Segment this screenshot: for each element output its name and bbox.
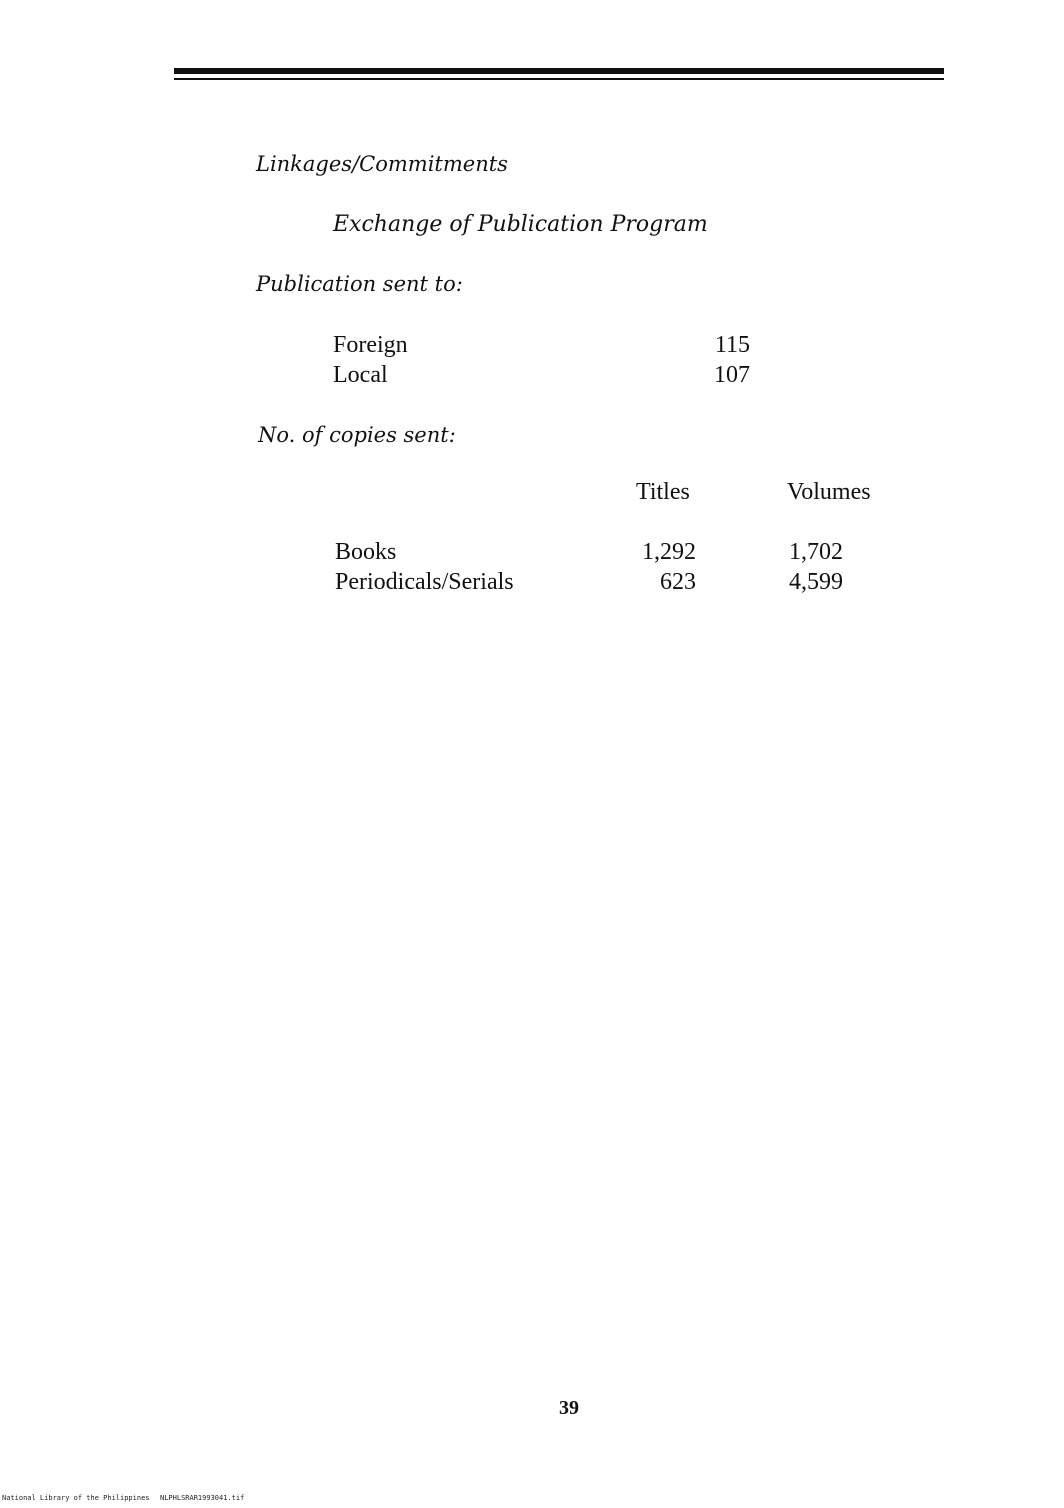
page-number: 39 [559, 1397, 579, 1419]
header-rule-thin [174, 78, 944, 80]
footer-file: NLPHLSRAR1993041.tif [160, 1494, 245, 1502]
books-titles: 1,292 [642, 539, 696, 565]
program-title: Exchange of Publication Program [333, 212, 708, 237]
local-value: 107 [714, 362, 750, 388]
foreign-label: Foreign [333, 332, 408, 358]
books-volumes: 1,702 [789, 539, 843, 565]
volumes-header: Volumes [787, 479, 871, 505]
local-label: Local [333, 362, 388, 388]
header-rule-thick [174, 68, 944, 74]
copies-sent-label: No. of copies sent: [258, 423, 456, 447]
foreign-value: 115 [714, 332, 750, 358]
books-label: Books [335, 539, 397, 565]
periodicals-titles: 623 [660, 569, 696, 595]
section-heading: Linkages/Commitments [256, 152, 508, 176]
footer-library: National Library of the Philippines [2, 1494, 150, 1502]
titles-header: Titles [636, 479, 690, 505]
periodicals-volumes: 4,599 [789, 569, 843, 595]
periodicals-label: Periodicals/Serials [335, 569, 514, 595]
publication-sent-label: Publication sent to: [256, 272, 463, 296]
